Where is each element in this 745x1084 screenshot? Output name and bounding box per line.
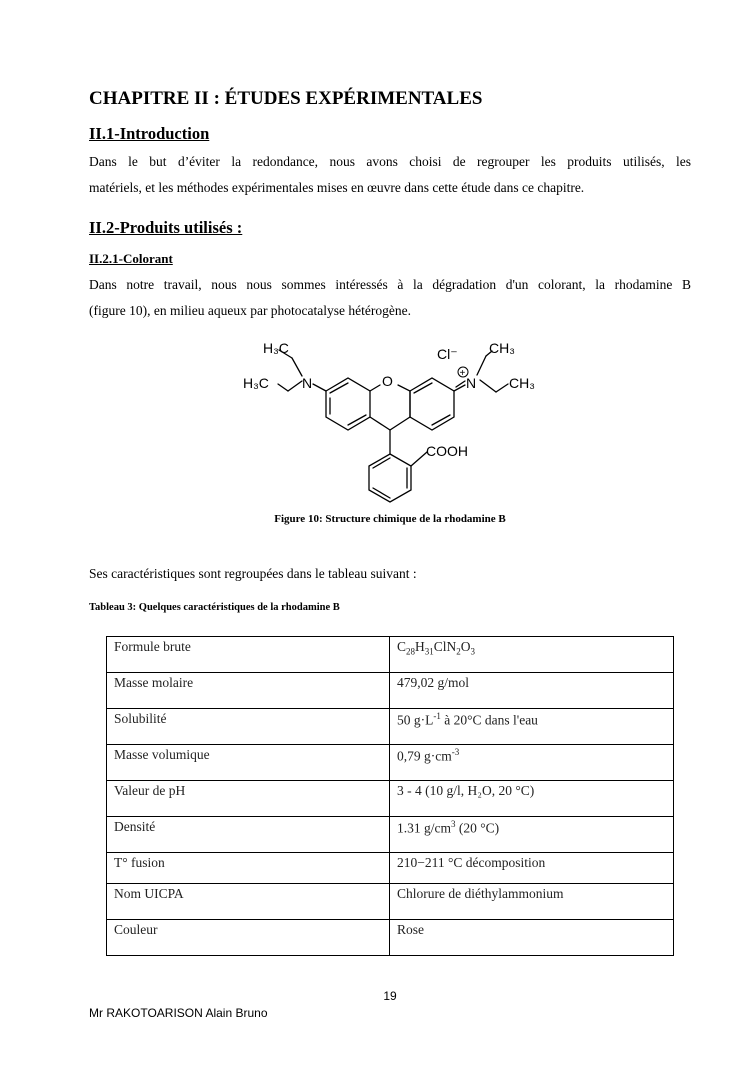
value-cell: Rose bbox=[390, 920, 674, 956]
table-row bbox=[107, 673, 674, 709]
paragraph-line: Dans notre travail, nous nous sommes intéressés à la dégradation d'un colorant, la rhodamine B bbox=[89, 277, 691, 292]
density-value-cell: 0,79 $g\cdot cm^{-3}$ bbox=[390, 745, 674, 781]
ch3-top-label: CH₃ bbox=[489, 340, 515, 356]
value-cell: 479,02 g/mol bbox=[390, 673, 674, 709]
oxygen-label: O bbox=[382, 373, 393, 389]
solubility-value-cell: 50 $g\cdot L^{-1}$ à 20°C dans l'eau bbox=[390, 709, 674, 745]
properties-table bbox=[106, 636, 674, 956]
chapter-title: CHAPITRE II : ÉTUDES EXPÉRIMENTALES bbox=[89, 88, 483, 109]
property-cell: Masse volumique bbox=[107, 745, 390, 781]
property-cell: Solubilité bbox=[107, 709, 390, 745]
h3c-left-label: H₃C bbox=[243, 375, 269, 391]
property-cell: Masse molaire bbox=[107, 673, 390, 709]
h3c-top-label: H₃C bbox=[263, 340, 289, 356]
page-number: 19 bbox=[383, 989, 397, 1003]
formula-value-cell: $C_{28}H_{31}ClN_2O_3$ bbox=[390, 637, 674, 673]
section-heading-produits: II.2-Produits utilisés : bbox=[89, 218, 243, 237]
cooh-label: COOH bbox=[426, 443, 468, 459]
figure-caption: Figure 10: Structure chimique de la rhodamine B bbox=[274, 513, 506, 525]
table-row bbox=[107, 853, 674, 884]
property-cell: Valeur de pH bbox=[107, 781, 390, 817]
property-cell: Formule brute bbox=[107, 637, 390, 673]
value-cell: 210−211 °C décomposition bbox=[390, 853, 674, 884]
section-heading-introduction: II.1-Introduction bbox=[89, 124, 210, 143]
rhodamine-b-structure bbox=[230, 334, 550, 504]
property-cell: Nom UICPA bbox=[107, 884, 390, 920]
table-row bbox=[107, 637, 674, 673]
paragraph-line: matériels, et les méthodes expérimentales mises en œuvre dans cette étude dans ce chapitre. bbox=[89, 180, 585, 195]
paragraph-line: Dans le but d’éviter la redondance, nous avons choisi de regrouper les produits utilisés, les bbox=[89, 154, 691, 169]
property-cell: Densité bbox=[107, 817, 390, 853]
table-row bbox=[107, 745, 674, 781]
table-row bbox=[107, 884, 674, 920]
table-row bbox=[107, 920, 674, 956]
ch3-right-label: CH₃ bbox=[509, 375, 535, 391]
n-left-label: N bbox=[302, 375, 313, 391]
table-row bbox=[107, 817, 674, 853]
value-cell: Chlorure de diéthylammonium bbox=[390, 884, 674, 920]
property-cell: Couleur bbox=[107, 920, 390, 956]
densite-value-cell: 1.31 $g/cm^3$ (20 °C) bbox=[390, 817, 674, 853]
value-cell: 3 - 4 (10 g/l, H₂O, 20 °C) bbox=[390, 781, 674, 817]
table-intro-text: Ses caractéristiques sont regroupées dans le tableau suivant : bbox=[89, 566, 417, 581]
introduction-paragraph bbox=[89, 149, 691, 201]
table-caption: Tableau 3: Quelques caractéristiques de la rhodamine B bbox=[89, 602, 340, 613]
property-cell: T° fusion bbox=[107, 853, 390, 884]
table-row bbox=[107, 709, 674, 745]
subsection-heading-colorant: II.2.1-Colorant bbox=[89, 251, 173, 266]
paragraph-line: (figure 10), en milieu aqueux par photocatalyse hétérogène. bbox=[89, 303, 411, 318]
plus-sign: + bbox=[459, 368, 466, 379]
chloride-label: Cl⁻ bbox=[437, 346, 458, 362]
n-right-label: N bbox=[466, 375, 477, 391]
colorant-paragraph bbox=[89, 272, 691, 324]
table-row bbox=[107, 781, 674, 817]
footer-author: Mr RAKOTOARISON Alain Bruno bbox=[89, 1006, 268, 1020]
